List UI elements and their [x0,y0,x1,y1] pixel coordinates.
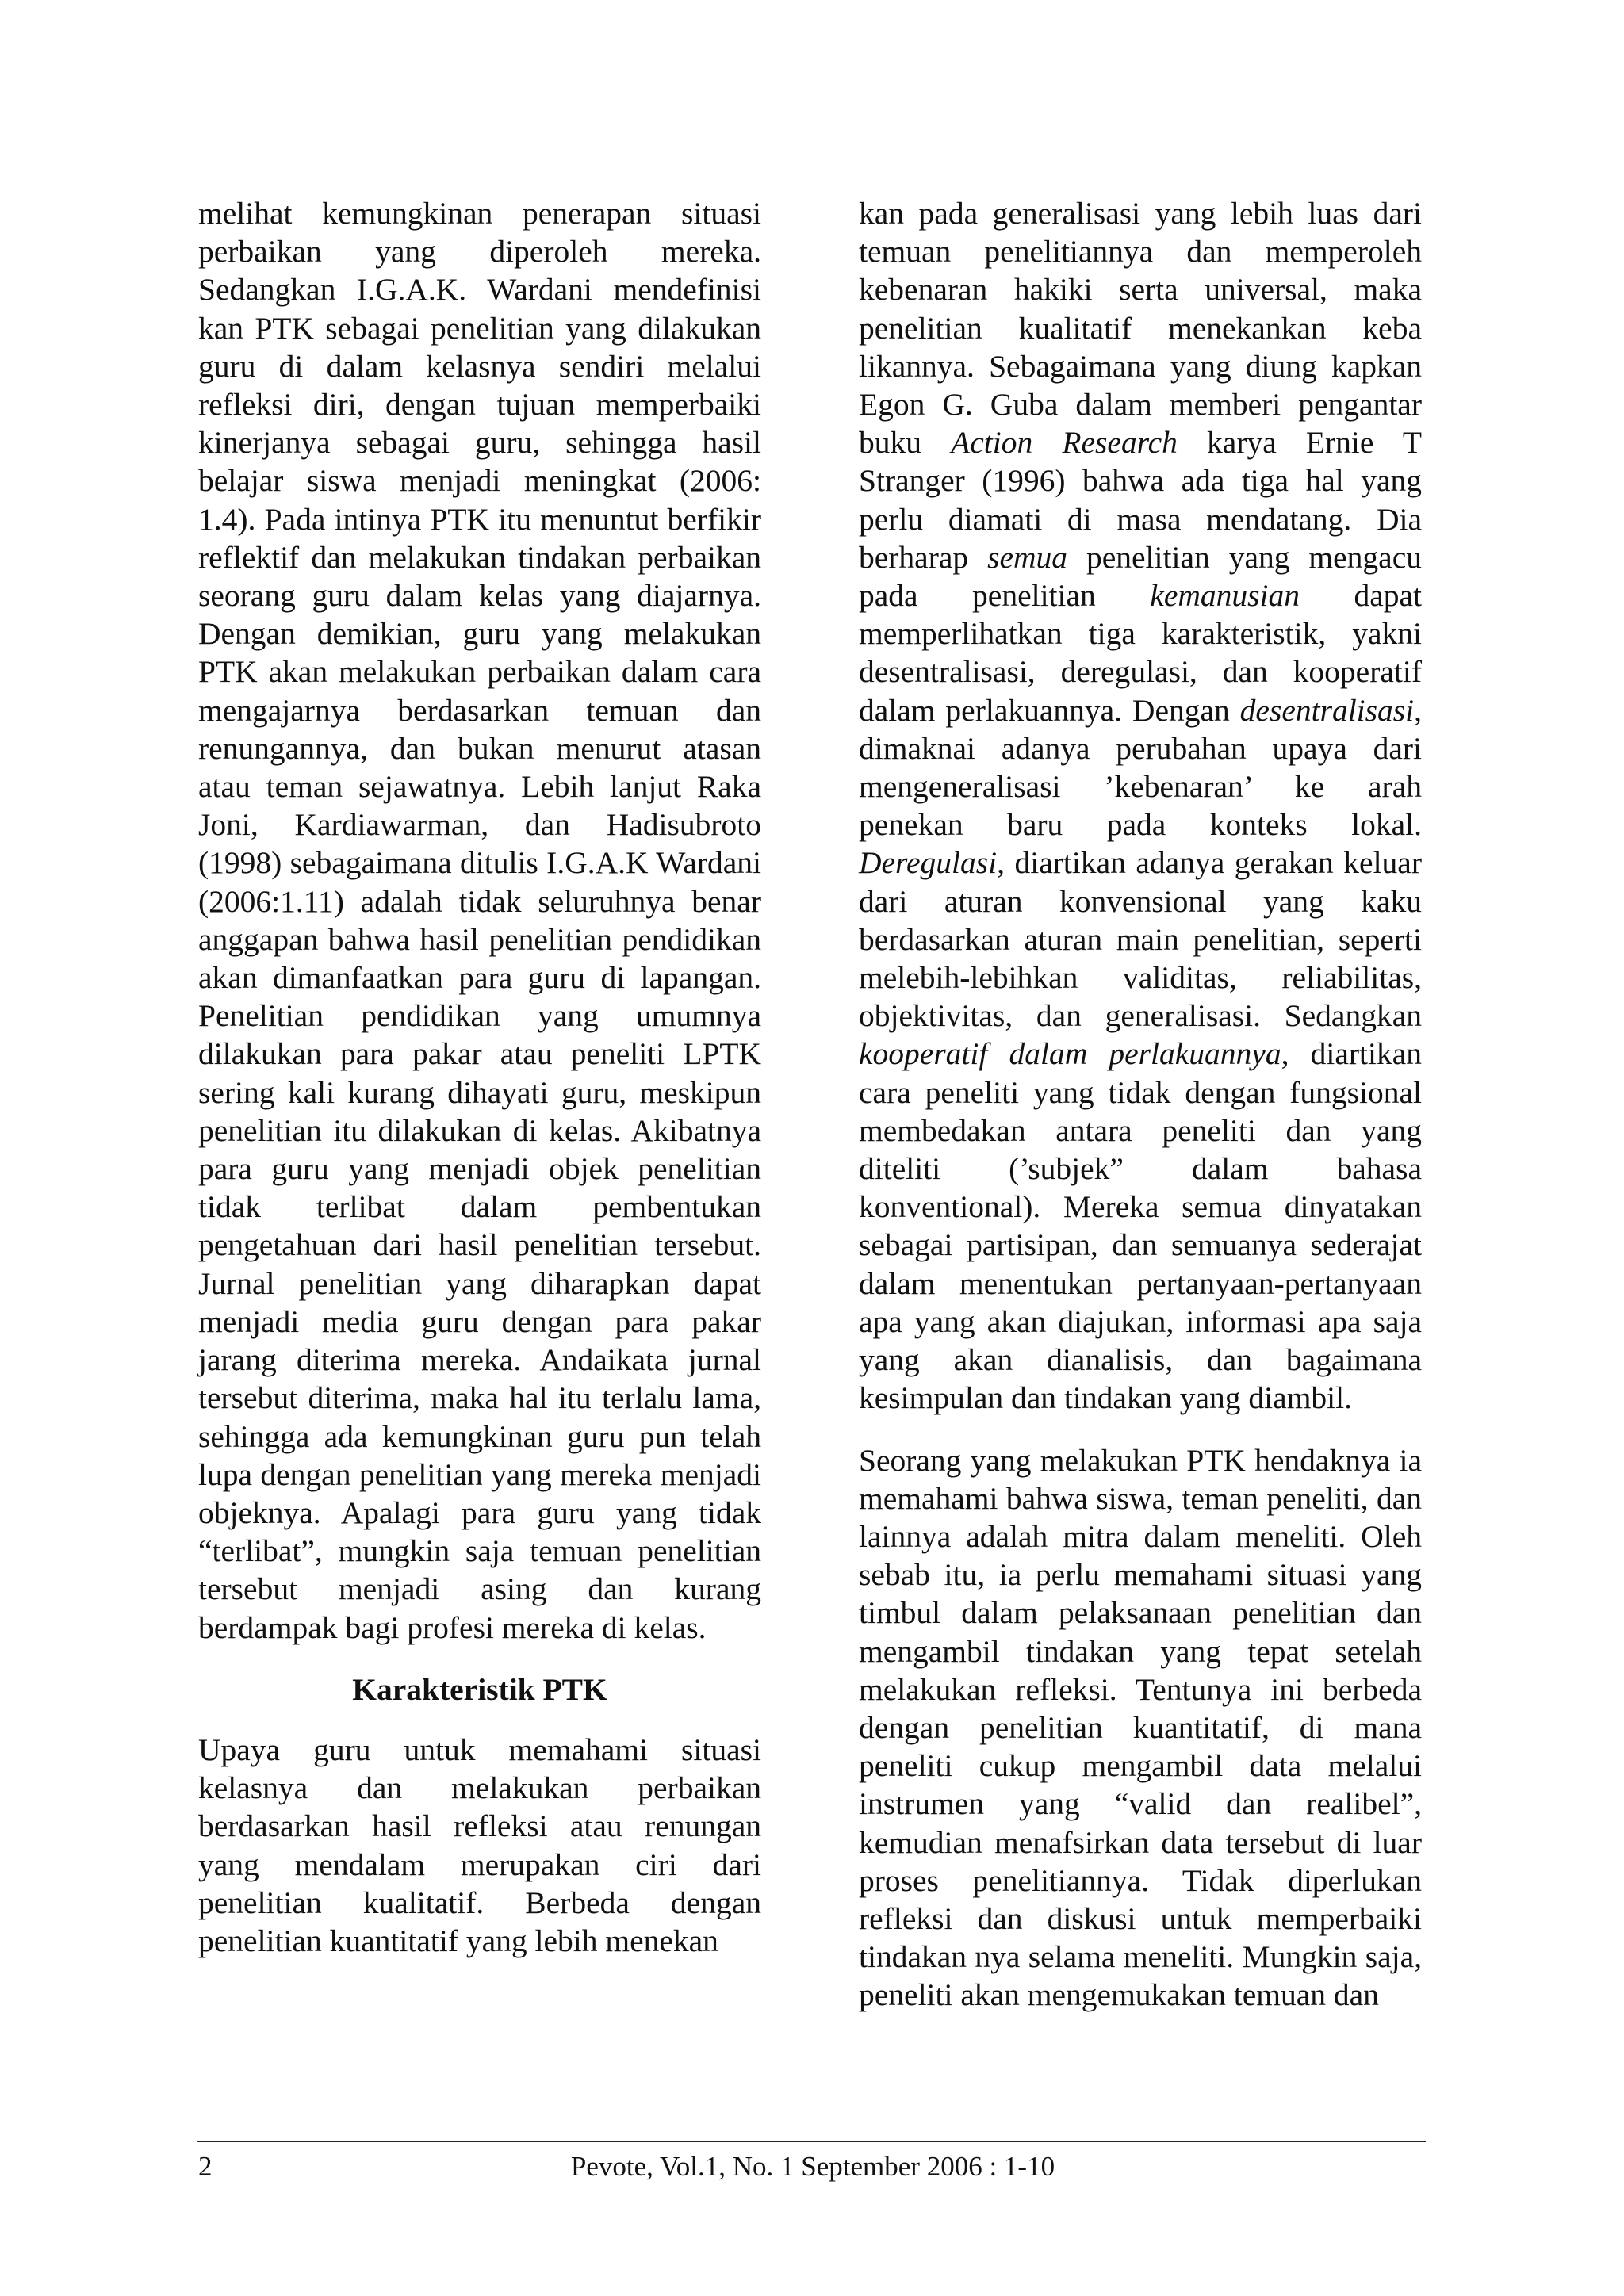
left-body-paragraph-2: Upaya guru untuk memahami situasi kelasnya dan melakukan perbaikan berdasarkan hasil refleksi atau renungan yang mendalam merupakan ciri dari penelitian kualitatif. Berbeda dengan penelitian kuantitatif yang lebih menekan [198,1732,761,1958]
italic-term-desentralisasi: desentralisasi [1239,692,1415,728]
italic-term-kooperatif: kooperatif dalam perlakuannya [859,1036,1281,1072]
text-run: , diartikan adanya gerakan keluar dari aturan konvensional yang kaku berdasarkan aturan main penelitian, seperti melebih-lebihkan validitas, reliabilitas, objektivitas, dan generalisasi. Sedangkan [859,845,1422,1034]
text-run: , diartikan cara peneliti yang tidak dengan fungsional membedakan antara peneliti dan yang diteliti (’subjek” dalam bahasa konventional). Mereka semua dinyatakan sebagai partisipan, dan semuanya sederajat dalam menentukan pertanyaan-pertanyaan apa yang akan diajukan, informasi apa saja yang akan dianalisis, dan bagaimana kesimpulan dan tindakan yang diambil. [859,1036,1422,1416]
left-body-paragraph-1: melihat kemungkinan penerapan situasi perbaikan yang diperoleh mereka. Sedangkan I.G.A.K. Wardani mendefinisi kan PTK sebagai penelitian yang dilakukan guru di dalam kelasnya sendiri melalui refleksi diri, dengan tujuan memperbaiki kinerjanya sebagai guru, sehingga hasil belajar siswa menjadi meningkat (2006: 1.4). Pada intinya PTK itu menuntut berfikir reflektif dan melakukan tindakan perbaikan seorang guru dalam kelas yang diajarnya. Dengan demikian, guru yang melakukan PTK akan melakukan perbaikan dalam cara mengajarnya berdasarkan temuan dan renungannya, dan bukan menurut atasan atau teman sejawatnya. Lebih lanjut Raka Joni, Kardiawarman, dan Hadisubroto (1998) sebagaimana ditulis I.G.A.K Wardani (2006:1.11) adalah tidak seluruhnya benar anggapan bahwa hasil penelitian pendidikan akan dimanfaatkan para guru di lapangan. Penelitian pendidikan yang umumnya dilakukan para pakar atau peneliti LPTK sering kali kurang dihayati guru, meskipun penelitian itu dilakukan di kelas. Akibatnya para guru yang menjadi objek penelitian tidak terlibat dalam pembentukan pengetahuan dari hasil penelitian tersebut. Jurnal penelitian yang diharapkan dapat menjadi media guru dengan para pakar jarang diterima mereka. Andaikata jurnal tersebut diterima, maka hal itu terlalu lama, sehingga ada kemungkinan guru pun telah lupa dengan penelitian yang mereka menjadi objeknya. Apalagi para guru yang tidak “terlibat”, mungkin saja temuan penelitian tersebut menjadi asing dan kurang berdampak bagi profesi mereka di kelas. [198,196,761,1645]
text-run: karya Ernie T Stranger (1996) bahwa ada tiga hal yang perlu diamati di masa mendatang. Dia berharap [859,425,1422,575]
journal-citation-footer: Pevote, Vol.1, No. 1 September 2006 : 1-10 [570,2151,1055,2182]
left-column [198,194,761,1960]
right-column [859,194,1422,2015]
right-body-paragraph-1 [859,194,1422,1418]
text-run: , dimaknai adanya perubahan upaya dari mengeneralisasi ’kebenaran’ ke arah penekan baru pada konteks lokal. [859,692,1422,843]
book-title-italic: Action Research [951,425,1178,461]
right-body-paragraph-2: Seorang yang melakukan PTK hendaknya ia memahami bahwa siswa, teman peneliti, dan lainnya adalah mitra dalam meneliti. Oleh sebab itu, ia perlu memahami situasi yang timbul dalam pelaksanaan penelitian dan mengambil tindakan yang tepat setelah melakukan refleksi. Tentunya ini berbeda dengan penelitian kuantitatif, di mana peneliti cukup mengambil data melalui instrumen yang “valid dan realibel”, kemudian menafsirkan data tersebut di luar proses penelitiannya. Tidak diperlukan refleksi dan diskusi untuk memperbaiki tindakan nya selama meneliti. Mungkin saja, peneliti akan mengemukakan temuan dan [859,1442,1422,2013]
section-heading-karakteristik-ptk: Karakteristik PTK [352,1671,607,1707]
text-run: kan pada generalisasi yang lebih luas dari temuan penelitiannya dan memperoleh kebenaran hakiki serta universal, maka penelitian kualitatif menekankan keba likannya. Sebagaimana yang diung kapkan Egon G. Guba dalam memberi pengantar buku [859,196,1422,461]
italic-term-deregulasi: Deregulasi [859,845,998,881]
text-run: dapat memperlihatkan tiga karakteristik, yakni desentralisasi, deregulasi, dan kooperatif dalam perlakuannya. Dengan [859,578,1422,728]
italic-term-semua: semua [987,539,1068,575]
text-run: penelitian yang mengacu pada penelitian [859,539,1422,614]
italic-term-kemanusian: kemanusian [1150,578,1300,614]
footer-divider [197,2141,1426,2142]
page-number: 2 [198,2151,213,2182]
